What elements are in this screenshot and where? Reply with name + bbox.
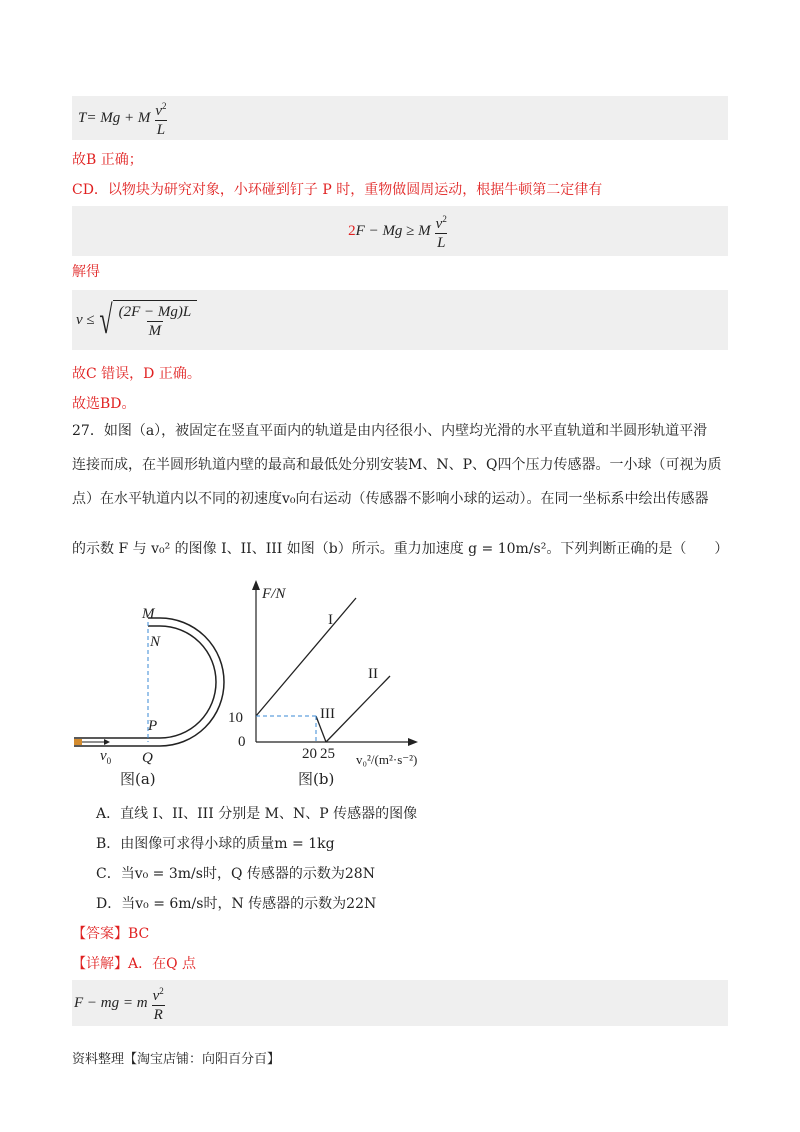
option-d: D．当v₀ = 6m/s时，N 传感器的示数为22N: [96, 896, 377, 912]
eq-2f-coef: 2: [348, 222, 356, 239]
question-27-line4: 的示数 F 与 v₀² 的图像 I、II、III 如图（b）所示。重力加速度 g = 10m/s²。下列判断正确的是（ ）: [72, 541, 729, 557]
text-solve: 解得: [72, 264, 100, 280]
label-m: M: [142, 606, 155, 622]
y-axis-arrow: [252, 580, 260, 590]
label-I: I: [328, 612, 333, 628]
tick-y-10: 10: [228, 710, 243, 726]
eq-t-mid: = Mg + M: [86, 109, 151, 126]
equation-box-tension: [72, 96, 728, 140]
eq-f-lhs: F − mg = m: [74, 994, 148, 1011]
label-II: II: [368, 666, 378, 682]
graph-xlabel: v₀²/(m²·s⁻²): [356, 752, 418, 767]
caption-a: 图(a): [120, 770, 156, 788]
eq-t-fraction: $\frac{v^2}{L}$: [155, 101, 167, 138]
label-v0: $v_0$: [100, 748, 112, 766]
figures: [60, 578, 460, 798]
text-choose-bd: 故选BD。: [72, 396, 136, 412]
eq-2f-lhs: F − Mg ≥ M: [355, 222, 431, 239]
detail-heading: 【详解】A．在Q 点: [72, 956, 197, 972]
eq-v-lhs: v ≤: [76, 311, 95, 328]
x-axis-arrow: [408, 738, 418, 746]
ball-icon: [74, 739, 82, 745]
velocity-arrowhead: [104, 739, 110, 745]
eq-t-lhs: T: [78, 109, 87, 126]
option-b: B．由图像可求得小球的质量m = 1kg: [96, 836, 335, 852]
question-27-line1: 27．如图（a），被固定在竖直平面内的轨道是由内径很小、内壁均光滑的水平直轨道和半圆形轨道平滑: [72, 423, 708, 439]
tick-y-0: 0: [238, 734, 246, 750]
tick-x-25: 25: [320, 746, 335, 762]
label-p: P: [148, 718, 158, 734]
graph-ylabel: F/N: [262, 586, 286, 602]
footer: 资料整理【淘宝店铺：向阳百分百】: [72, 1052, 281, 1067]
eq-f-fraction: $\frac{v^2}{R}$: [152, 986, 164, 1023]
answer: 【答案】BC: [72, 926, 150, 942]
question-27-line3: 点）在水平轨道内以不同的初速度v₀向右运动（传感器不影响小球的运动）。在同一坐标系中绘出传感器: [72, 491, 709, 507]
label-n: N: [150, 634, 161, 650]
label-q: Q: [142, 750, 153, 766]
option-a: A．直线 I、II、III 分别是 M、N、P 传感器的图像: [96, 806, 418, 822]
caption-b: 图(b): [298, 770, 335, 788]
equation-box-velocity: [72, 290, 728, 350]
question-27-line2: 连接而成，在半圆形轨道内壁的最高和最低处分别安装M、N、P、Q四个压力传感器。一小球（可视为质: [72, 457, 722, 473]
sqrt-sign: √ $\frac{(2F - Mg)L}{M}$: [95, 300, 198, 340]
eq-2f-fraction: $\frac{v^2}{L}$: [435, 214, 447, 251]
option-c: C．当v₀ = 3m/s时，Q 传感器的示数为28N: [96, 866, 375, 882]
tick-x-20: 20: [302, 746, 317, 762]
line-I: [256, 598, 356, 716]
equation-box-force: [72, 980, 728, 1026]
line-II: [326, 676, 390, 742]
text-cd-intro: CD．以物块为研究对象，小环碰到钉子 P 时，重物做圆周运动，根据牛顿第二定律有: [72, 182, 603, 198]
text-c-wrong: 故C 错误，D 正确。: [72, 366, 201, 382]
equation-box-inequality: [72, 206, 728, 256]
text-b-correct: 故B 正确；: [72, 152, 143, 168]
label-III: III: [320, 706, 335, 722]
